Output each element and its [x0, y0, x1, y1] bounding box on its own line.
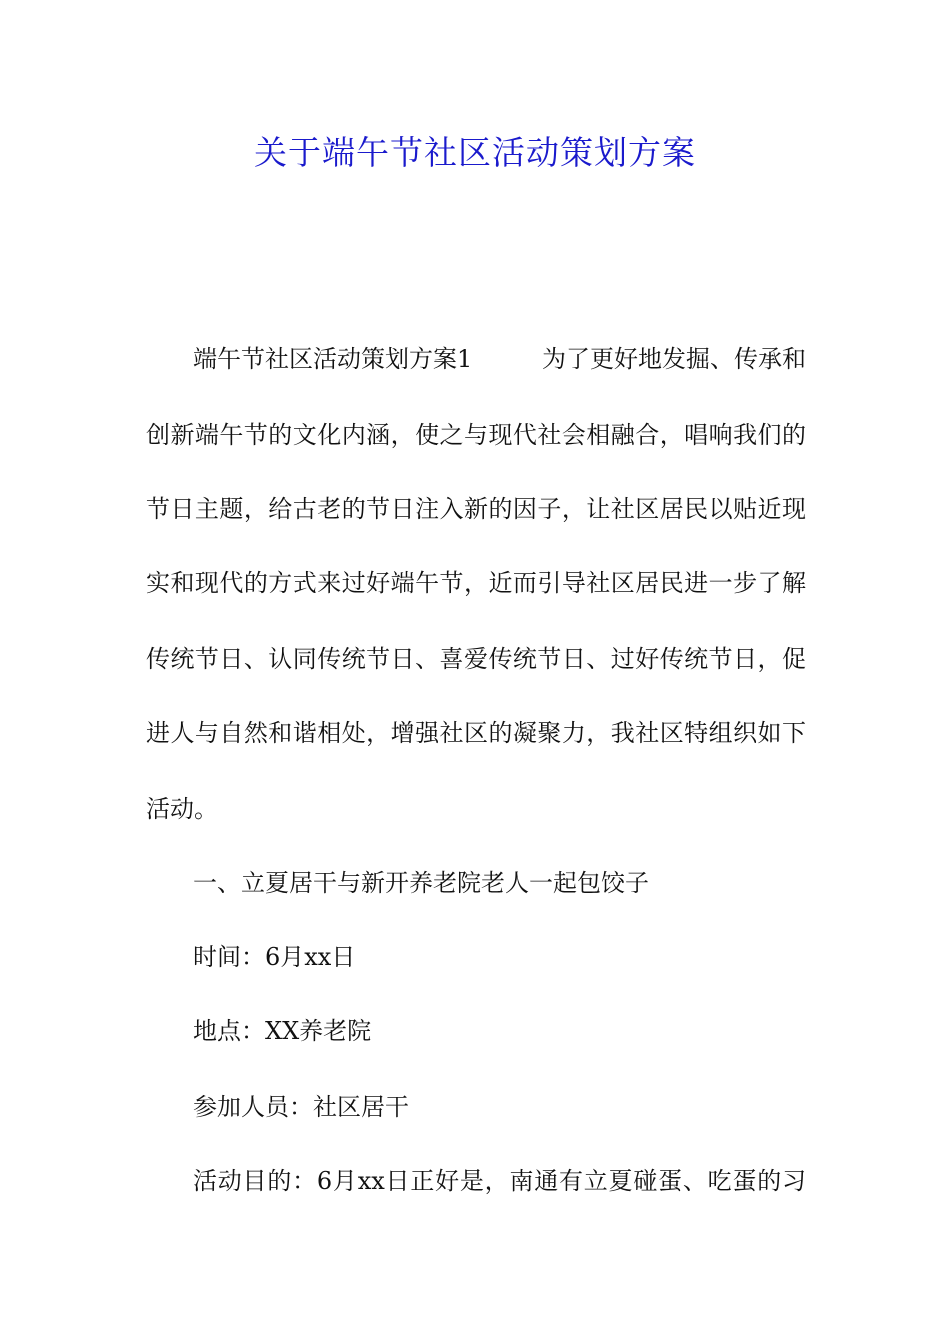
intro-line-1-text: 为了更好地发掘、传承和 [542, 345, 806, 373]
intro-line-6: 进人与自然和谐相处，增强社区的凝聚力，我社区特组织如下 [146, 719, 806, 747]
section-1-time: 时间：6月xx日 [193, 943, 356, 971]
intro-line-5: 传统节日、认同传统节日、喜爱传统节日、过好传统节日，促 [146, 645, 806, 673]
intro-line-4: 实和现代的方式来过好端午节，近而引导社区居民进一步了解 [146, 569, 806, 597]
section-1-heading: 一、立夏居干与新开养老院老人一起包饺子 [193, 869, 649, 897]
document-title: 关于端午节社区活动策划方案 [254, 133, 696, 172]
intro-heading-label: 端午节社区活动策划方案1 [193, 345, 473, 373]
intro-line-2: 创新端午节的文化内涵，使之与现代社会相融合，唱响我们的 [146, 421, 806, 449]
section-1-place: 地点：XX养老院 [193, 1017, 372, 1045]
intro-line-3: 节日主题，给古老的节日注入新的因子，让社区居民以贴近现 [146, 495, 806, 523]
section-1-purpose: 活动目的：6月xx日正好是，南通有立夏碰蛋、吃蛋的习 [193, 1167, 806, 1195]
section-1-participants: 参加人员：社区居干 [193, 1093, 409, 1121]
intro-line-1 [193, 344, 806, 374]
intro-line-7: 活动。 [146, 795, 218, 823]
